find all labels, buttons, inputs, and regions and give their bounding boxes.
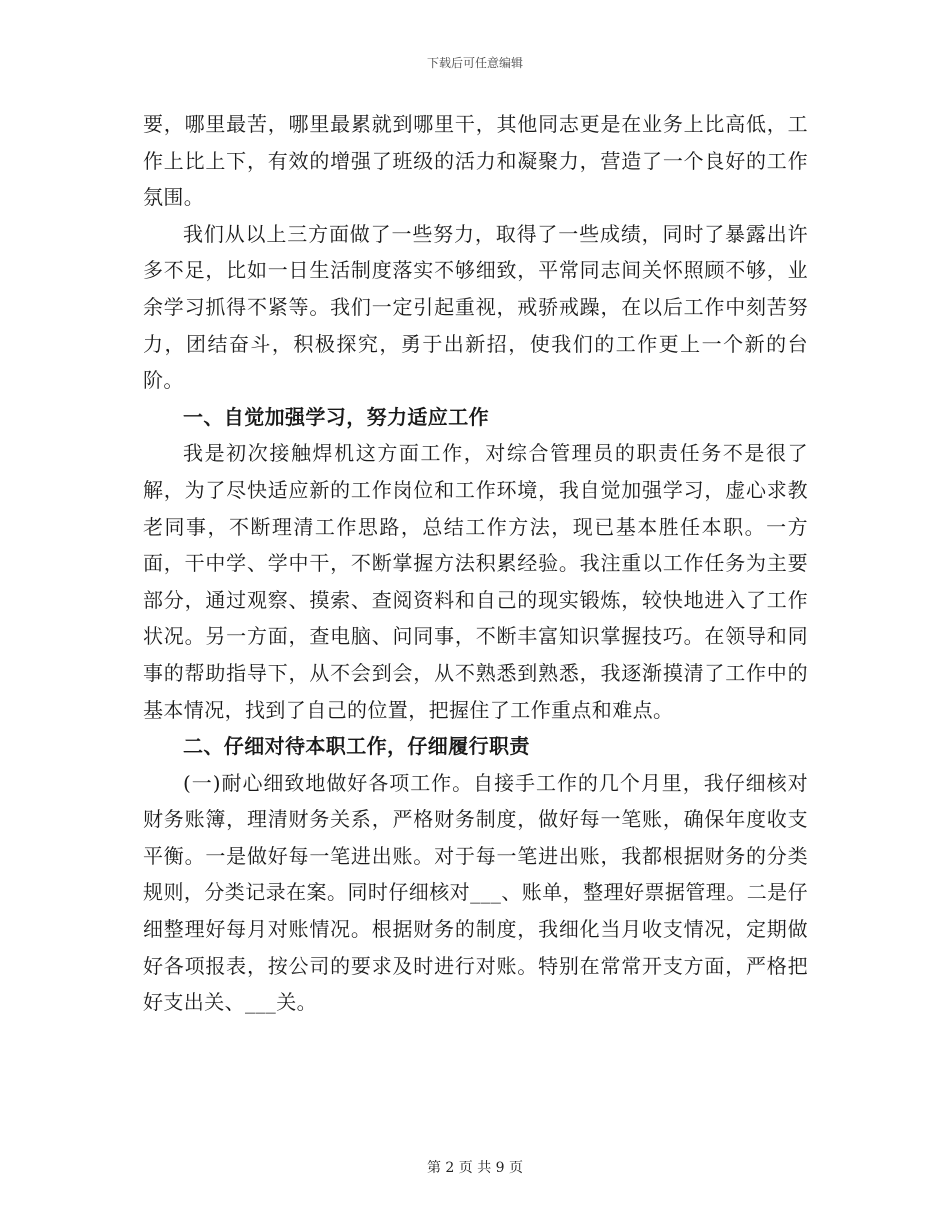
document-body [143, 106, 808, 1021]
header-note: 下载后可任意编辑 [426, 56, 523, 70]
paragraph-1: 要，哪里最苦，哪里最累就到哪里干，其他同志更是在业务上比高低，工作上比上下，有效的增强了班级的活力和凝聚力，营造了一个良好的工作氛围。 [143, 112, 808, 210]
page-number: 第 2 页 共 9 页 [426, 1160, 524, 1176]
paragraph-4: (一)耐心细致地做好各项工作。自接手工作的几个月里，我仔细核对财务账簿，理清财务关系，严格财务制度，做好每一笔账，确保年度收支平衡。一是做好每一笔进出账。对于每一笔进出账，我都根据财务的分类规则，分类记录在案。同时仔细核对___、账单，整理好票据管理。二是仔细整理好每月对账情况。根据财务的制度，我细化当月收支情况，定期做好各项报表，按公司的要求及时进行对账。特别在常常开支方面，严格把好支出关、___关。 [143, 770, 808, 1015]
section-heading-1: 一、自觉加强学习，努力适应工作 [183, 404, 489, 429]
paragraph-3: 我是初次接触焊机这方面工作，对综合管理员的职责任务不是很了解，为了尽快适应新的工作岗位和工作环境，我自觉加强学习，虚心求教老同事，不断理清工作思路，总结工作方法，现已基本胜任本职。一方面，干中学、学中干，不断掌握方法积累经验。我注重以工作任务为主要部分，通过观察、摸索、查阅资料和自己的现实锻炼，较快地进入了工作状况。另一方面，查电脑、问同事，不断丰富知识掌握技巧。在领导和同事的帮助指导下，从不会到会，从不熟悉到熟悉，我逐渐摸清了工作中的基本情况，找到了自己的位置，把握住了工作重点和难点。 [143, 441, 808, 722]
paragraph-2: 我们从以上三方面做了一些努力，取得了一些成绩，同时了暴露出许多不足，比如一日生活制度落实不够细致，平常同志间关怀照顾不够，业余学习抓得不紧等。我们一定引起重视，戒骄戒躁，在以后工作中刻苦努力，团结奋斗，积极探究，勇于出新招，使我们的工作更上一个新的台阶。 [143, 221, 808, 393]
section-heading-2: 二、仔细对待本职工作，仔细履行职责 [183, 734, 530, 759]
